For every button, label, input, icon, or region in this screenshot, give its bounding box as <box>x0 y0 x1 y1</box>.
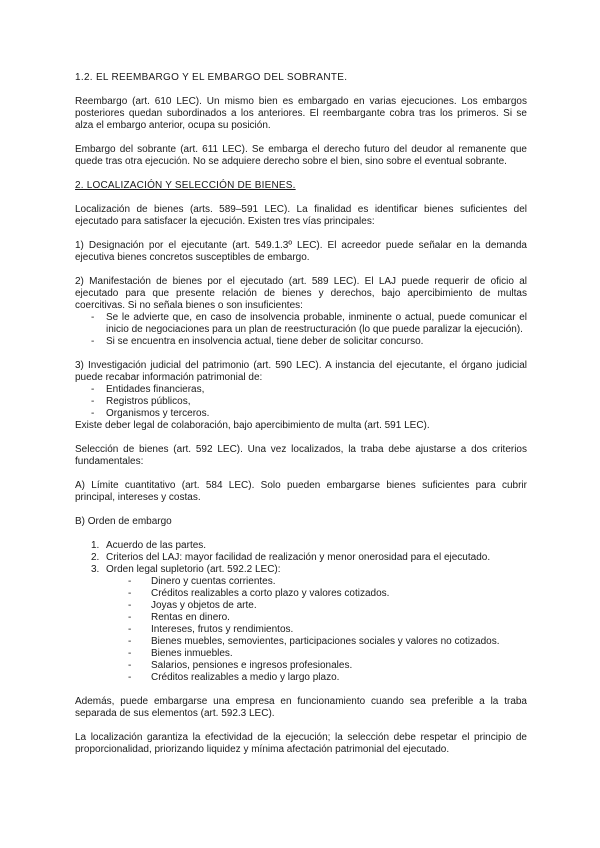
via-3-list <box>75 384 527 420</box>
paragraph-via-3: 3) Investigación judicial del patrimonio (art. 590 LEC). A instancia del ejecutante, el órgano judicial puede recabar información patrimonial de: <box>75 360 527 383</box>
paragraph-conclusion: La localización garantiza la efectividad de la ejecución; la selección debe respetar el principio de proporcionalidad, priorizando liquidez y mínima afectación patrimonial del ejecutado. <box>75 732 527 755</box>
list-number: 2. <box>91 552 100 563</box>
list-item: - Rentas en dinero. <box>106 612 527 624</box>
list-item: - Bienes muebles, semovientes, participaciones sociales y valores no cotizados. <box>106 636 527 648</box>
paragraph-via-1: 1) Designación por el ejecutante (art. 549.1.3º LEC). El acreedor puede señalar en la demanda ejecutiva bienes concretos susceptibles de embargo. <box>75 240 527 263</box>
section-heading-2: 2. LOCALIZACIÓN Y SELECCIÓN DE BIENES. <box>75 180 296 191</box>
list-item: - Joyas y objetos de arte. <box>106 600 527 612</box>
paragraph-embargo-sobrante: Embargo del sobrante (art. 611 LEC). Se embarga el derecho futuro del deudor al remanente que quede tras otra ejecución. No se adquiere derecho sobre el bien, sino sobre el eventual sobrante. <box>75 144 527 167</box>
list-item-text: Acuerdo de las partes. <box>106 540 207 551</box>
list-item <box>75 564 527 684</box>
list-item: - Organismos y terceros. <box>75 408 527 420</box>
list-item: - Bienes inmuebles. <box>106 648 527 660</box>
paragraph-deber-colaboracion: Existe deber legal de colaboración, bajo apercibimiento de multa (art. 591 LEC). <box>75 420 430 431</box>
via-2-block <box>75 276 527 348</box>
paragraph-reembargo: Reembargo (art. 610 LEC). Un mismo bien es embargado en varias ejecuciones. Los embargos posteriores quedan subordinados a los anteriores. El reembargante cobra tras los primeros. Si se alza el embargo anterior, ocupa su posición. <box>75 96 527 131</box>
section-heading-1-2: 1.2. EL REEMBARGO Y EL EMBARGO DEL SOBRANTE. <box>75 72 348 83</box>
list-item: - Se le advierte que, en caso de insolvencia probable, inminente o actual, puede comunicar el inicio de negociaciones para un plan de reestructuración (lo que puede paralizar la ejecución). <box>75 312 527 336</box>
list-item: - Intereses, frutos y rendimientos. <box>106 624 527 636</box>
orden-list <box>75 540 527 684</box>
paragraph-localizacion: Localización de bienes (arts. 589–591 LEC). La finalidad es identificar bienes suficientes del ejecutado para satisfacer la ejecución. Existen tres vías principales: <box>75 204 527 227</box>
list-item: - Registros públicos, <box>75 396 527 408</box>
list-item <box>75 552 527 564</box>
list-number: 3. <box>91 564 100 575</box>
list-item: - Dinero y cuentas corrientes. <box>106 576 527 588</box>
list-item-text: Orden legal supletorio (art. 592.2 LEC): <box>106 564 281 575</box>
list-number: 1. <box>91 540 100 551</box>
list-item: - Créditos realizables a medio y largo plazo. <box>106 672 527 684</box>
document-page <box>75 72 527 768</box>
orden-legal-list <box>106 576 527 684</box>
list-item: - Si se encuentra en insolvencia actual, tiene deber de solicitar concurso. <box>75 336 527 348</box>
list-item-text: Criterios del LAJ: mayor facilidad de realización y menor onerosidad para el ejecutado. <box>106 552 491 563</box>
paragraph-limite-cuantitativo: A) Límite cuantitativo (art. 584 LEC). Solo pueden embargarse bienes suficientes para cubrir principal, intereses y costas. <box>75 480 527 503</box>
via-2-list <box>75 312 527 348</box>
paragraph-via-2: 2) Manifestación de bienes por el ejecutado (art. 589 LEC). El LAJ puede requerir de oficio al ejecutado para que presente relación de bienes y derechos, bajo apercibimiento de multas coercitivas. Si no señala bienes o son insuficientes: <box>75 276 527 311</box>
list-item: - Créditos realizables a corto plazo y valores cotizados. <box>106 588 527 600</box>
paragraph-seleccion: Selección de bienes (art. 592 LEC). Una vez localizados, la traba debe ajustarse a dos criterios fundamentales: <box>75 444 527 467</box>
list-item: - Entidades financieras, <box>75 384 527 396</box>
via-3-block <box>75 360 527 432</box>
list-item <box>75 540 527 552</box>
list-item: - Salarios, pensiones e ingresos profesionales. <box>106 660 527 672</box>
paragraph-orden-embargo: B) Orden de embargo <box>75 516 172 527</box>
paragraph-empresa: Además, puede embargarse una empresa en funcionamiento cuando sea preferible a la traba separada de sus elementos (art. 592.3 LEC). <box>75 696 527 719</box>
